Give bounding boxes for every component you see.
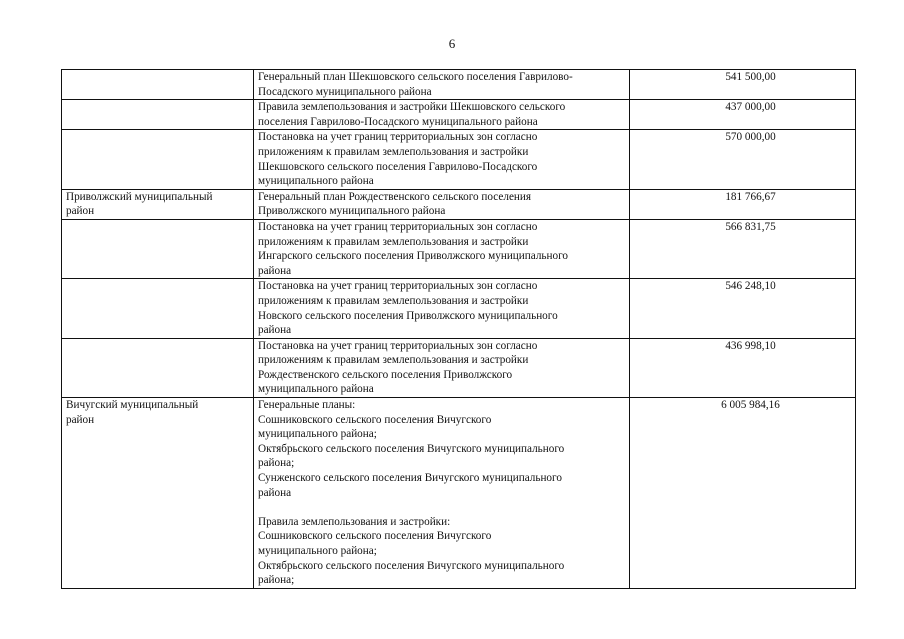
district-cell (62, 219, 254, 278)
description-cell (254, 219, 630, 278)
amount-value: 570 000,00 (725, 131, 776, 144)
amount-cell (630, 130, 856, 189)
district-cell (62, 70, 254, 100)
description-line: Рождественского сельского поселения Приволжского (258, 368, 513, 381)
description-line: Постановка на учет границ территориальных зон согласно (258, 131, 538, 144)
table-row (62, 219, 856, 278)
description-line: муниципального района (258, 175, 374, 188)
page-number: 6 (448, 36, 456, 51)
description-cell (254, 338, 630, 397)
district-name-line: Приволжский муниципальный (66, 190, 213, 203)
table-row (62, 189, 856, 219)
description-line: Октябрьского сельского поселения Вичугского муниципального (258, 559, 565, 572)
description-line: Генеральные планы: (258, 399, 356, 412)
description-line: Правила землепользования и застройки: (258, 515, 451, 528)
table-row (62, 279, 856, 338)
description-line: муниципального района (258, 383, 374, 396)
amount-value: 566 831,75 (725, 220, 776, 233)
district-name-line: район (66, 413, 95, 426)
description-line: Постановка на учет границ территориальных зон согласно (258, 220, 538, 233)
amount-value: 437 000,00 (725, 101, 776, 114)
description-line: приложениям к правилам землепользования и застройки (258, 354, 529, 367)
description-line: Приволжского муниципального района (258, 205, 446, 218)
district-cell (62, 338, 254, 397)
description-cell (254, 100, 630, 130)
blank-line (258, 500, 625, 515)
description-line: Посадского муниципального района (258, 85, 432, 98)
district-cell (62, 100, 254, 130)
description-line: Генеральный план Шекшовского сельского поселения Гаврилово- (258, 71, 573, 83)
amount-cell (630, 100, 856, 130)
description-line: муниципального района; (258, 428, 377, 441)
description-line: муниципального района; (258, 545, 377, 557)
amount-value: 546 248,10 (725, 280, 776, 293)
description-line: Генеральный план Рождественского сельского поселения (258, 190, 532, 203)
amount-cell (630, 219, 856, 278)
amount-value: 181 766,67 (725, 190, 776, 203)
description-line: приложениям к правилам землепользования и застройки (258, 235, 529, 248)
description-line: Шекшовского сельского поселения Гаврилово-Посадского (258, 160, 538, 173)
district-cell (62, 279, 254, 338)
description-line: Новского сельского поселения Приволжского муниципального (258, 309, 558, 322)
description-line: поселения Гаврилово-Посадского муниципального района (258, 115, 538, 128)
description-line: района (258, 324, 292, 337)
description-cell (254, 279, 630, 338)
amount-cell (630, 338, 856, 397)
description-cell (254, 70, 630, 100)
description-line: Правила землепользования и застройки Шекшовского сельского (258, 101, 566, 114)
description-line: Постановка на учет границ территориальных зон согласно (258, 339, 538, 352)
table-row (62, 398, 856, 589)
description-line: Сошниковского сельского поселения Вичугского (258, 530, 492, 543)
amount-cell (630, 279, 856, 338)
amount-value: 436 998,10 (725, 339, 776, 352)
table-row (62, 70, 856, 100)
description-cell (254, 189, 630, 219)
amount-cell (630, 398, 856, 589)
amount-value: 6 005 984,16 (721, 399, 780, 412)
table-row (62, 338, 856, 397)
table-row (62, 130, 856, 189)
description-line: района (258, 486, 292, 499)
description-cell (254, 130, 630, 189)
district-name-line: Вичугский муниципальный (66, 399, 199, 412)
table-body (62, 70, 856, 589)
district-cell (62, 130, 254, 189)
description-line: приложениям к правилам землепользования и застройки (258, 145, 529, 158)
description-line: Сошниковского сельского поселения Вичугского (258, 413, 492, 426)
description-cell (254, 398, 630, 589)
description-line: Ингарского сельского поселения Приволжского муниципального (258, 250, 569, 263)
amount-cell (630, 189, 856, 219)
district-cell (62, 398, 254, 589)
amount-value: 541 500,00 (725, 71, 776, 83)
description-line: Октябрьского сельского поселения Вичугского муниципального (258, 442, 565, 455)
description-line: Сунженского сельского поселения Вичугского муниципального (258, 472, 562, 485)
budget-table (61, 69, 856, 589)
amount-cell (630, 70, 856, 100)
description-line: района; (258, 457, 295, 470)
description-line: района; (258, 574, 295, 587)
district-name-line: район (66, 205, 95, 218)
description-line: района (258, 264, 292, 277)
table-row (62, 100, 856, 130)
district-cell (62, 189, 254, 219)
description-line: Постановка на учет границ территориальных зон согласно (258, 280, 538, 293)
description-line: приложениям к правилам землепользования и застройки (258, 294, 529, 307)
